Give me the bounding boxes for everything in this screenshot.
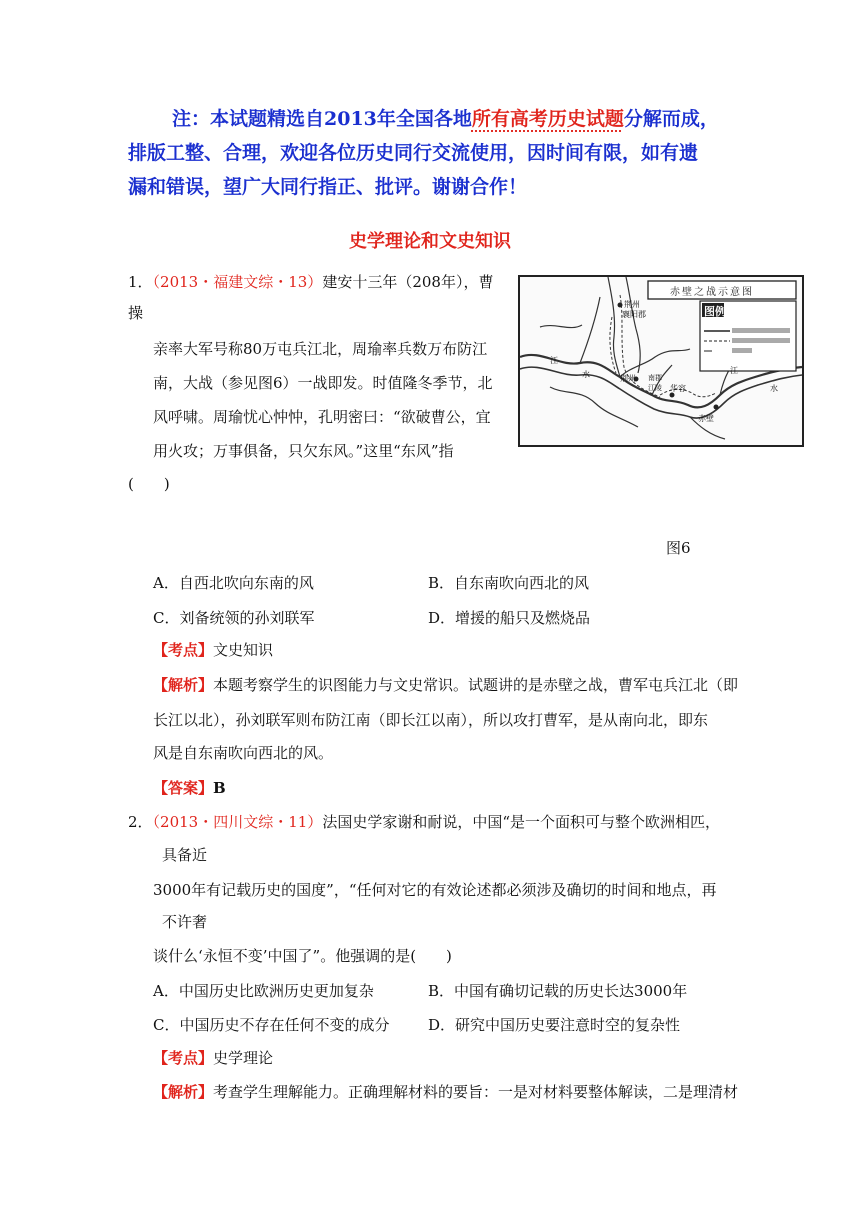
q1-line-6: 用火攻；万事俱备，只欠东风。”这里“东风”指 [153,442,454,460]
q2-text-1: 法国史学家谢和耐说，中国“是一个面积可与整个欧洲相匹， [322,813,720,831]
q2-line-2: 具备近 [162,846,208,864]
map-title: 赤壁之战示意图 [670,287,754,298]
q1-jiexi-line-2: 长江以北），孙刘联军则布防江南（即长江以南），所以攻打曹军，是从南向北，即东 [153,711,709,729]
section-title: 史学理论和文史知识 [349,231,511,252]
q2-option-a[interactable]: A．中国历史比欧洲历史更加复杂 [153,982,374,1000]
q2-kaodian [153,1048,273,1068]
map-label-shui: 水 [582,370,590,379]
map-label-jiang-2: 江 [730,366,738,375]
q1-option-a[interactable]: A．自西北吹向东南的风 [153,574,314,592]
q1-line-1 [128,272,513,292]
q2-jiexi-text-1: 考查学生理解能力。正确理解材料的要旨：一是对材料要整体解读，二是理清材 [213,1083,739,1101]
q1-line-2: 操 [128,304,144,322]
q2-option-d[interactable]: D．研究中国历史要注意时空的复杂性 [428,1016,681,1034]
q1-kaodian-text: 文史知识 [213,641,274,659]
chibi-map-figure [518,275,804,447]
q1-source: （2013・福建文综・13） [152,273,323,291]
q2-line-1 [128,812,748,832]
q1-number: 1． [128,273,153,291]
map-label-chibi: 赤壁 [698,414,714,423]
q2-number: 2． [128,813,153,831]
q2-jiexi-tag: 【解析】 [153,1083,214,1101]
map-legend: 图例 [704,305,726,318]
q2-jiexi-line-1 [153,1082,738,1102]
q1-kaodian [153,640,273,660]
q2-line-4: 不许奢 [162,913,208,931]
q1-option-b[interactable]: B．自东南吹向西北的风 [428,574,590,592]
map-label-shui-2: 水 [770,384,778,393]
map-label-xiangyang: 襄阳郡 [622,310,646,319]
q1-kaodian-tag: 【考点】 [153,641,214,659]
notice-part2: 分解而成， [623,108,719,130]
q2-option-b[interactable]: B．中国有确切记载的历史长达3000年 [428,982,688,1000]
map-label-nanjun: 南郡 [648,374,662,382]
q2-source: （2013・四川文综・11） [152,813,323,831]
q2-option-c[interactable]: C．中国历史不存在任何不变的成分 [153,1016,390,1034]
q1-jiexi-line-3: 风是自东南吹向西北的风。 [153,744,334,762]
q1-jiexi-text-1: 本题考察学生的识图能力与文史常识。试题讲的是赤壁之战，曹军屯兵江北（即 [213,676,739,694]
notice-part1: 注：本试题精选自2013年全国各地 [172,108,472,130]
chibi-map-svg [520,277,802,445]
q2-kaodian-tag: 【考点】 [153,1049,214,1067]
q1-line-5: 风呼啸。周瑜忧心忡忡，孔明密曰：“欲破曹公，宜 [153,408,491,426]
q1-line-4: 南，大战（参见图6）一战即发。时值隆冬季节，北 [153,374,493,392]
notice-line-1 [172,102,738,136]
q1-answer-value: B [213,779,226,797]
notice-line-2: 排版工整、合理，欢迎各位历史同行交流使用，因时间有限，如有遗 [128,142,699,164]
q1-jiexi-line-1 [153,675,738,695]
q1-line-3: 亲率大军号称80万屯兵江北，周瑜率兵数万布防江 [153,340,488,358]
notice-line-3: 漏和错误，望广大同行指正、批评。谢谢合作！ [128,176,528,198]
q1-option-d[interactable]: D．增援的船只及燃烧品 [428,609,591,627]
q1-option-c[interactable]: C．刘备统领的孙刘联军 [153,609,315,627]
figure-caption: 图6 [666,539,691,557]
map-label-jiang: 江 [550,356,558,365]
q1-text-1: 建安十三年（208年），曹 [322,273,494,291]
q1-answer [153,778,226,798]
q1-jiexi-tag: 【解析】 [153,676,214,694]
map-label-jingzhou-2: 荆州 [620,374,636,383]
q1-paren: ( ) [128,475,170,493]
map-label-huarong: 华容 [670,384,686,393]
notice-highlight: 所有高考历史试题 [471,108,624,130]
q2-line-3: 3000年有记载历史的国度”，“任何对它的有效论述都必须涉及确切的时间和地点，再 [153,881,717,899]
map-label-jingzhou: 荆州 [624,300,640,309]
q2-kaodian-text: 史学理论 [213,1049,274,1067]
q2-line-5: 谈什么‘永恒不变’中国了”。他强调的是( ) [153,947,452,965]
notice-block [128,102,738,204]
map-label-jiangling: 江陵 [648,384,662,392]
q1-answer-tag: 【答案】 [153,779,214,797]
